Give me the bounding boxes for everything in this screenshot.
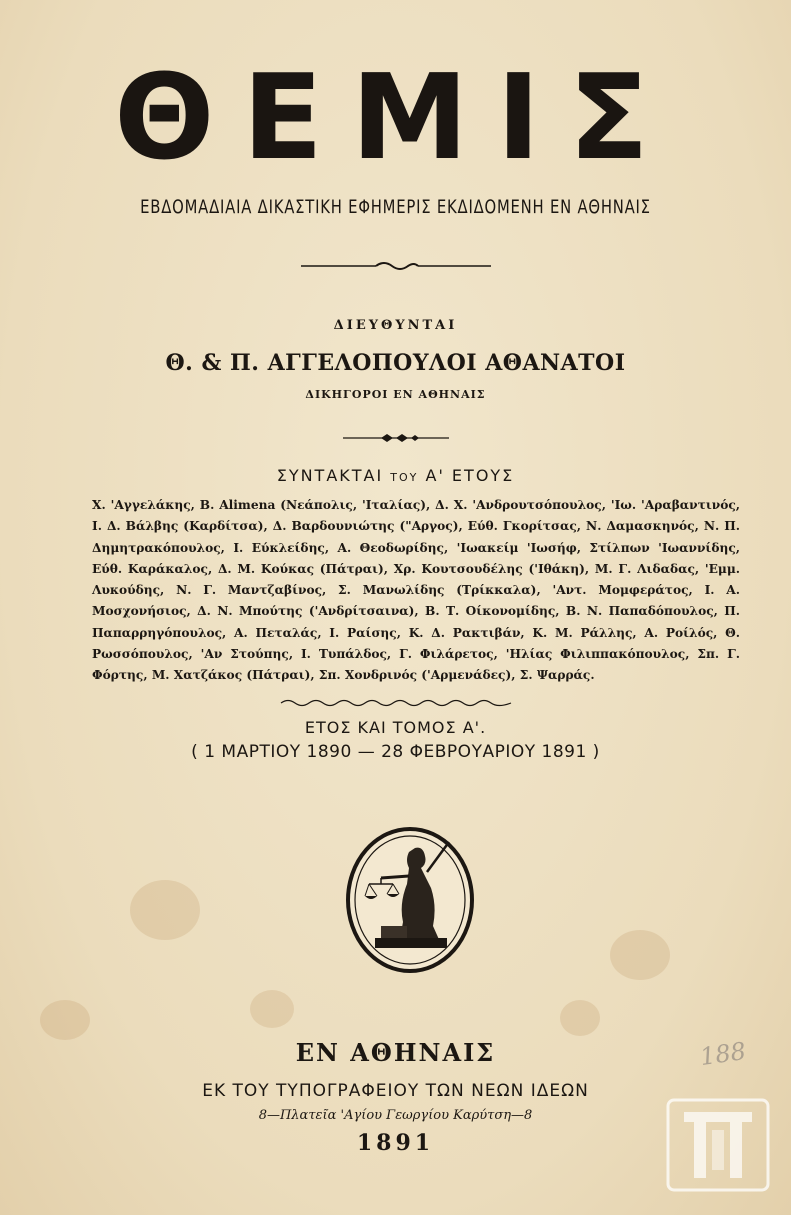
wavy-rule-icon	[276, 697, 516, 709]
diamond-rule-icon	[341, 431, 451, 445]
imprint-place: ΕΝ ΑΘΗΝΑΙΣ	[295, 1038, 496, 1067]
themis-emblem	[345, 826, 475, 974]
masthead-title: ΘΕΜΙΣ	[114, 48, 677, 186]
pi-logo-icon	[666, 1098, 770, 1192]
imprint-year: 1891	[356, 1130, 435, 1156]
editors-heading-main: ΣΥΝΤΑΚΤΑΙ	[276, 466, 384, 485]
ornament-rule-wavy	[0, 694, 791, 713]
imprint-address: 8—Πλατεῖα 'Αγίου Γεωργίου Καρύτση—8	[258, 1108, 533, 1123]
paper-stain	[40, 1000, 90, 1040]
masthead-subtitle: ΕΒΔΟΜΑΔΙΑΙΑ ΔΙΚΑΣΤΙΚΗ ΕΦΗΜΕΡΙΣ ΕΚΔΙΔΟΜΕΝΗ ΕΝ ΑΘΗΝΑΙΣ	[140, 196, 651, 218]
ornament-rule-top	[0, 258, 791, 278]
paper-stain	[610, 930, 670, 980]
directors-label: ΔΙΕΥΘΥΝΤΑΙ	[333, 318, 458, 333]
editors-heading-year: Α' ΕΤΟΥΣ	[425, 466, 515, 485]
year-volume: ΕΤΟΣ ΚΑΙ ΤΟΜΟΣ Α'.	[304, 718, 487, 737]
editors-heading	[0, 466, 791, 485]
directors-role: ΔΙΚΗΓΟΡΟΙ ΕΝ ΑΘΗΝΑΙΣ	[305, 388, 486, 401]
justice-emblem-icon	[345, 826, 475, 974]
editors-heading-small: ΤΟΥ	[390, 471, 419, 484]
pencil-annotation: 188	[698, 1036, 748, 1072]
flourish-icon	[296, 258, 496, 274]
library-watermark-logo	[666, 1098, 770, 1192]
editors-list: Χ. 'Αγγελάκης, Β. Alimena (Νεάπολις, 'Ιταλίας), Δ. Χ. 'Ανδρουτσόπουλος, 'Ιω. 'Αραβαντινός, Ι. Δ. Βάλβης (Καρδίτσα), Δ. Βαρδουνιώτης ("Αργος), Εύθ. Γκορίτσας, Ν. Δαμασκηνός, Ν. Π. Δημητρακόπουλος, Ι. Εύκλείδης, Α. Θεοδωρίδης, 'Ιωακείμ 'Ιωσήφ, Στίλπων 'Ιωαννίδης, Εύθ. Καράκαλος, Δ. Μ. Κούκας (Πάτραι), Χρ. Κουτσουδέλης ('Ιθάκη), Μ. Γ. Λιδαδας, 'Εμμ. Λυκούδης, Ν. Γ. Μαντζαβίνος, Σ. Μανωλίδης (Τρίκκαλα), 'Αντ. Μομφεράτος, Ι. Α. Μοσχονήσιος, Δ. Ν. Μπούτης ('Ανδρίτσαινα), Β. Τ. Οίκονομίδης, Β. Ν. Παπαδόπουλος, Π. Παπαρρηγόπουλος, Α. Πεταλάς, Ι. Ραίσης, Κ. Δ. Ρακτιβάν, Κ. Μ. Ράλλης, Α. Ροίλός, Θ. Ρωσσόπουλος, 'Αν Στούπης, Ι. Τυπάλδος, Γ. Φιλάρετος, 'Ηλίας Φιλιππακόπουλος, Σπ. Γ. Φόρτης, Μ. Χατζάκος (Πάτραι), Σπ. Χονδρινός ('Αρμενάδες), Σ. Ψαρράς.	[92, 498, 740, 683]
date-range: ( 1 ΜΑΡΤΙΟΥ 1890 — 28 ΦΕΒΡΟΥΑΡΙΟΥ 1891 )	[191, 742, 600, 762]
imprint-printer: ΕΚ ΤΟΥ ΤΥΠΟΓΡΑΦΕΙΟΥ ΤΩΝ ΝΕΩΝ ΙΔΕΩΝ	[202, 1081, 589, 1101]
paper-stain	[560, 1000, 600, 1036]
paper-stain	[250, 990, 294, 1028]
paper-stain	[130, 880, 200, 940]
ornament-rule-middle	[0, 430, 791, 449]
directors-names: Θ. & Π. ΑΓΓΕΛΟΠΟΥΛΟΙ ΑΘΑΝΑΤΟΙ	[165, 350, 626, 376]
